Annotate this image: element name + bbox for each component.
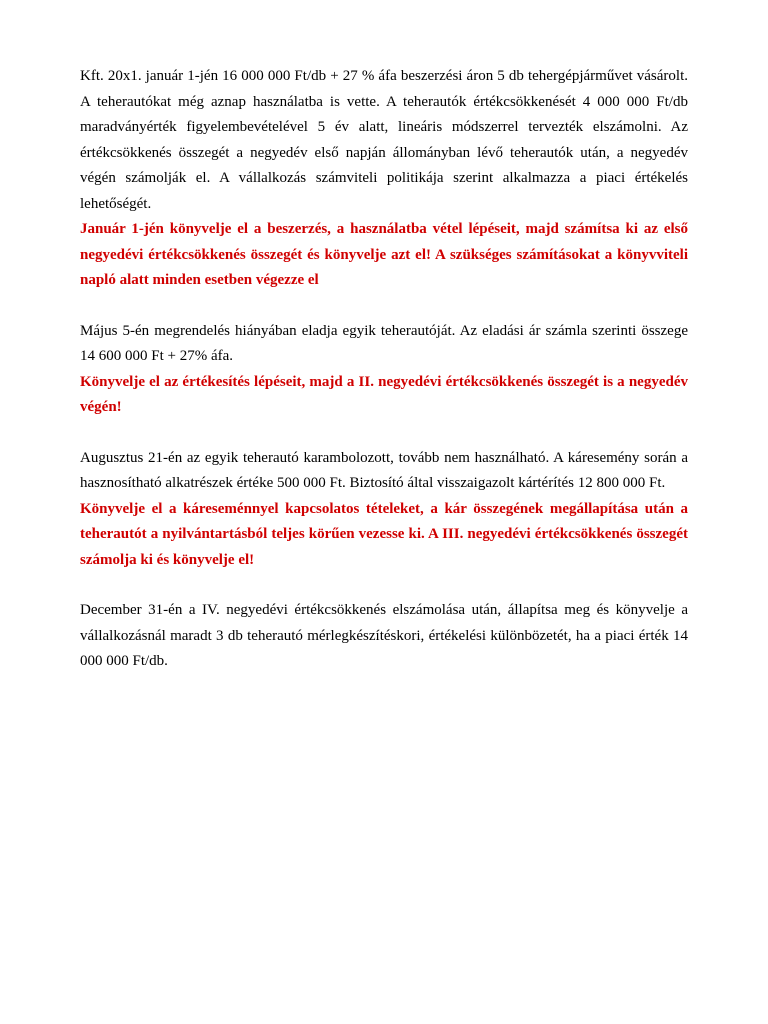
paragraph-sale-description: Május 5-én megrendelés hiányában eladja egyik teherautóját. Az eladási ár számla szerinti összege 14 600 000 Ft + 27% áfa. (80, 322, 688, 364)
task-sale: Könyvelje el az értékesítés lépéseit, majd a II. negyedévi értékcsökkenés összegét is a negyedév végén! (80, 373, 688, 415)
paragraph-year-end-description: December 31-én a IV. negyedévi értékcsökkenés elszámolása után, állapítsa meg és könyvelje a vállalkozásnál maradt 3 db teherautó mérlegkészítéskori, értékelési különbözetét, ha a piaci érték 14 000 000 Ft/db. (80, 602, 688, 669)
section-accident (80, 446, 688, 574)
document-page (80, 64, 688, 675)
paragraph-purchase-description: Kft. 20x1. január 1-jén 16 000 000 Ft/db + 27 % áfa beszerzési áron 5 db tehergépjárművet vásárolt. A teherautókat még aznap használatba is vette. A teherautók értékcsökkenését 4 000 000 Ft/db maradványérték figyelembevételével 5 év alatt, lineáris módszerrel tervezték elszámolni. Az értékcsökkenés összegét a negyedév első napján állományban lévő teherautók után, a negyedév végén számolják el. A vállalkozás számviteli politikája szerint alkalmazza a piaci értékelés lehetőségét. (80, 68, 688, 212)
section-year-end (80, 598, 688, 675)
task-purchase: Január 1-jén könyvelje el a beszerzés, a használatba vétel lépéseit, majd számítsa ki az első negyedévi értékcsökkenés összegét és könyvelje azt el! A szükséges számításokat a könyvviteli napló alatt minden esetben végezze el (80, 221, 688, 288)
task-accident: Könyvelje el a káreseménnyel kapcsolatos tételeket, a kár összegének megállapítása után a teherautót a nyilvántartásból teljes körűen vezesse ki. A III. negyedévi értékcsökkenés összegét számolja ki és könyvelje el! (80, 500, 688, 568)
paragraph-gap (80, 573, 688, 598)
paragraph-gap (80, 421, 688, 446)
section-sale (80, 319, 688, 421)
paragraph-accident-description: Augusztus 21-én az egyik teherautó karambolozott, tovább nem használható. A káresemény során a hasznosítható alkatrészek értéke 500 000 Ft. Biztosító által visszaigazolt kártérítés 12 800 000 Ft. (80, 449, 688, 491)
paragraph-gap (80, 294, 688, 319)
section-purchase (80, 64, 688, 294)
